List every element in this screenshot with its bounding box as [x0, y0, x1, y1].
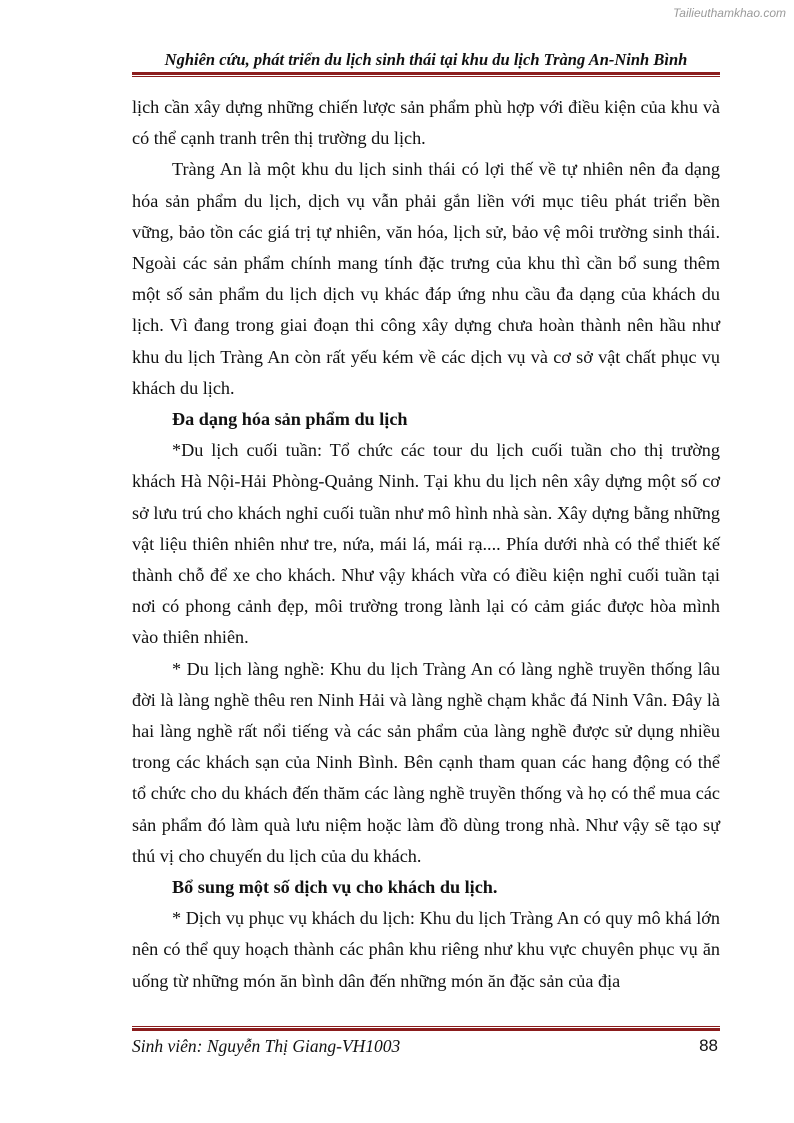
header-divider: [132, 72, 720, 77]
section-heading-diversify-products: Đa dạng hóa sản phẩm du lịch: [172, 409, 408, 430]
paragraph-trang-an-overview: Tràng An là một khu du lịch sinh thái có lợi thế về tự nhiên nên đa dạng hóa sản phẩm du lịch, dịch vụ vẫn phải gắn liền với mục tiêu phát triển bền vững, bảo tồn các giá trị tự nhiên, văn hóa, lịch sử, bảo vệ môi trường sinh thái. Ngoài các sản phẩm chính mang tính đặc trưng của khu thì cần bổ sung thêm một số sản phẩm du lịch dịch vụ khác đáp ứng nhu cầu đa dạng của khách du lịch. Vì đang trong giai đoạn thi công xây dựng chưa hoàn thành nên hầu như khu du lịch Tràng An còn rất yếu kém về các dịch vụ và cơ sở vật chất phục vụ khách du lịch.: [132, 159, 720, 398]
section-heading-additional-services: Bổ sung một số dịch vụ cho khách du lịch.: [172, 877, 498, 898]
footer-author: Sinh viên: Nguyễn Thị Giang-VH1003: [132, 1036, 401, 1056]
paragraph-continued: lịch cần xây dựng những chiến lược sản phẩm phù hợp với điều kiện của khu và có thể cạnh tranh trên thị trường du lịch.: [132, 97, 720, 149]
paragraph-craft-village-tourism: * Du lịch làng nghề: Khu du lịch Tràng An có làng nghề truyền thống lâu đời là làng nghề thêu ren Ninh Hải và làng nghề chạm khắc đá Ninh Vân. Đây là hai làng nghề rất nổi tiếng và các sản phẩm của làng nghề được sử dụng nhiều trong các khách sạn của Ninh Bình. Bên cạnh tham quan các hang động có thể tổ chức cho du khách đến thăm các làng nghề truyền thống và họ có thể mua các sản phẩm đó làm quà lưu niệm hoặc làm đồ dùng trong nhà. Như vậy sẽ tạo sự thú vị cho chuyến du lịch của du khách.: [132, 658, 720, 866]
page-number: 88: [699, 1036, 718, 1055]
watermark-text: Tailieuthamkhao.com: [673, 6, 786, 20]
document-body: [132, 92, 720, 997]
paragraph-weekend-tourism: *Du lịch cuối tuần: Tổ chức các tour du lịch cuối tuần cho thị trường khách Hà Nội-Hải Phòng-Quảng Ninh. Tại khu du lịch nên xây dựng một số cơ sở lưu trú cho khách nghỉ cuối tuần như mô hình nhà sàn. Xây dựng bằng những vật liệu thiên nhiên như tre, nứa, mái lá, mái rạ.... Phía dưới nhà có thể thiết kế thành chỗ để xe cho khách. Như vậy khách vừa có điều kiện nghỉ cuối tuần tại nơi có phong cảnh đẹp, môi trường trong lành lại có cảm giác được hòa mình vào thiên nhiên.: [132, 440, 720, 648]
footer-divider: [132, 1026, 720, 1031]
paragraph-visitor-services: * Dịch vụ phục vụ khách du lịch: Khu du lịch Tràng An có quy mô khá lớn nên có thể quy hoạch thành các phân khu riêng như khu vực chuyên phục vụ ăn uống từ những món ăn bình dân đến những món ăn đặc sản của địa: [132, 908, 720, 991]
page-header-title: Nghiên cứu, phát triển du lịch sinh thái tại khu du lịch Tràng An-Ninh Bình: [164, 50, 688, 69]
